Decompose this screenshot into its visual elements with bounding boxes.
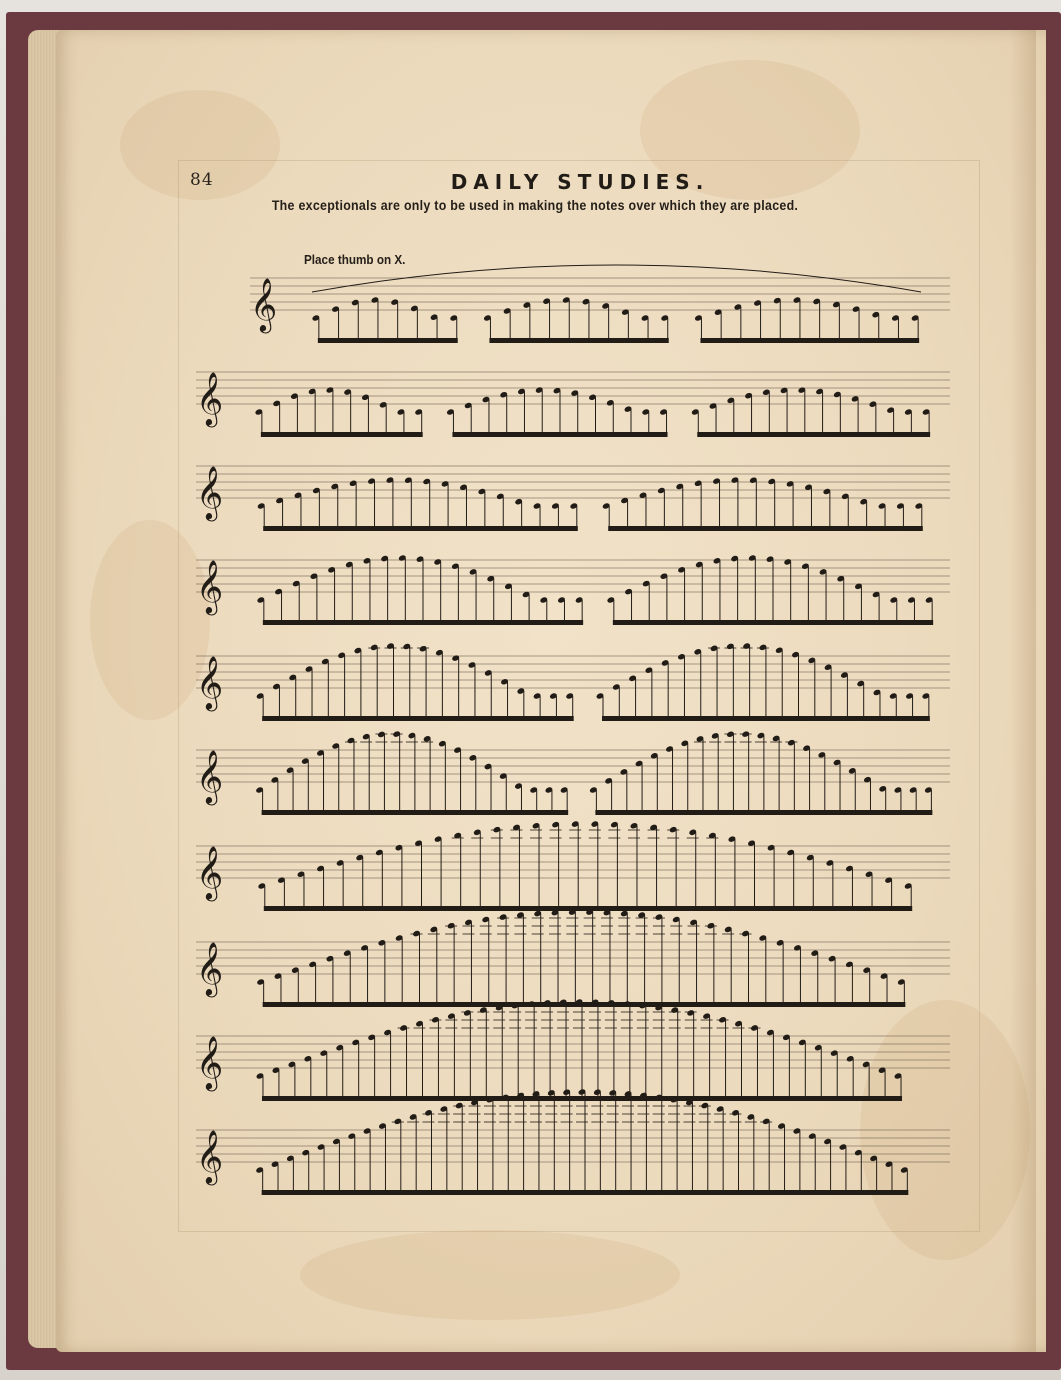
note-beam [262, 810, 569, 815]
treble-clef-icon: 𝄞 [196, 465, 224, 519]
treble-clef-icon: 𝄞 [196, 1035, 224, 1089]
note-beam [263, 526, 578, 531]
thumb-instruction: Place thumb on X. [304, 252, 406, 267]
treble-clef-icon: 𝄞 [196, 941, 224, 995]
note-beam [318, 338, 458, 343]
note-beam [608, 526, 923, 531]
page-number: 84 [190, 170, 214, 190]
note-beam [613, 620, 933, 625]
note-beam [697, 432, 930, 437]
treble-clef-icon: 𝄞 [196, 749, 224, 803]
note-beam [452, 432, 667, 437]
note-beam [262, 1096, 902, 1101]
note-beam [262, 1190, 909, 1195]
slur [312, 265, 921, 292]
treble-clef-icon: 𝄞 [196, 371, 224, 425]
treble-clef-icon: 𝄞 [196, 559, 224, 613]
note-beam [263, 1002, 906, 1007]
note-beam [262, 716, 574, 721]
page-title: DAILY STUDIES. [450, 170, 710, 194]
treble-clef-icon: 𝄞 [196, 845, 224, 899]
note-beam [595, 810, 932, 815]
note-beam [261, 432, 423, 437]
treble-clef-icon: 𝄞 [196, 655, 224, 709]
note-beam [700, 338, 919, 343]
note-beam [602, 716, 930, 721]
note-beam [263, 620, 583, 625]
page-subtitle: The exceptionals are only to be used in making the notes over which they are placed. [271, 198, 799, 213]
treble-clef-icon: 𝄞 [250, 277, 278, 331]
note-beam [489, 338, 668, 343]
treble-clef-icon: 𝄞 [196, 1129, 224, 1183]
